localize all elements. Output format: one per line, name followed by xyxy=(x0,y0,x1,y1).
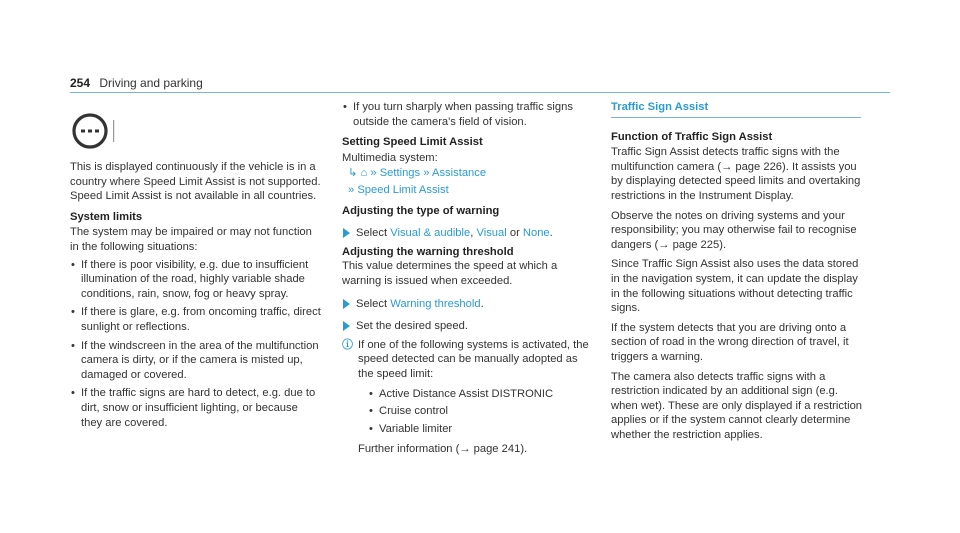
step-arrow-icon xyxy=(343,228,350,238)
list-item: • If you turn sharply when passing traffic signs outside the camera's field of vision. xyxy=(342,100,594,129)
list-item: • If the traffic signs are hard to detect, e.g. due to dirt, snow or insufficient lighting, or because they are covered. xyxy=(70,386,322,430)
menu-settings[interactable]: Settings xyxy=(379,167,421,180)
header-rule xyxy=(70,92,890,93)
setting-heading: Setting Speed Limit Assist xyxy=(342,136,483,149)
home-icon[interactable]: ⌂ xyxy=(360,167,368,180)
arrow-icon: → xyxy=(459,443,471,456)
option-none[interactable]: None xyxy=(522,227,550,240)
section-title: Traffic Sign Assist xyxy=(611,100,861,118)
limits-list xyxy=(70,258,322,431)
column-1 xyxy=(70,160,322,434)
list-item: • Variable limiter xyxy=(368,422,594,437)
step-arrow-icon xyxy=(343,321,350,331)
info-icon: ⓘ xyxy=(342,338,353,351)
option-warning-threshold[interactable]: Warning threshold xyxy=(390,297,481,310)
wrong-way-text: If the system detects that you are driving onto a section of road in the wrong direction of travel, it triggers a warning. xyxy=(611,321,849,363)
limits-list-continued xyxy=(342,100,594,129)
page-link[interactable]: page 241 xyxy=(473,443,521,456)
intro-text: This is displayed continuously if the vehicle is in a country where Speed Limit Assist is not supported. Speed Limit Assist is not available in all countries. xyxy=(70,161,321,203)
warning-type-heading: Adjusting the type of warning xyxy=(342,204,500,217)
further-info: Further information (→ page 241). xyxy=(358,443,528,456)
arrow-icon: → xyxy=(721,160,733,173)
set-speed-step: Set the desired speed. xyxy=(342,319,594,334)
navigation-text: Since Traffic Sign Assist also uses the data stored in the navigation system, it can update the display in the following situations without detecting traffic signs. xyxy=(611,258,859,315)
multimedia-label: Multimedia system: xyxy=(342,151,438,164)
chapter-title: Driving and parking xyxy=(99,76,203,90)
chevron-icon: » xyxy=(348,183,355,196)
system-limits-text: The system may be impaired or may not function in the following situations: xyxy=(70,226,312,253)
list-item: • If there is glare, e.g. from oncoming traffic, direct sunlight or reflections. xyxy=(70,305,322,334)
menu-assistance[interactable]: Assistance xyxy=(431,167,487,180)
page-number: 254 xyxy=(70,76,91,90)
list-item: • Active Distance Assist DISTRONIC xyxy=(368,387,594,402)
list-item: • If there is poor visibility, e.g. due to insufficient illumination of the road, highly variable shade conditions, rain, snow, fog or heavy spray. xyxy=(70,258,322,302)
threshold-heading: Adjusting the warning threshold xyxy=(342,245,514,258)
list-item: • Cruise control xyxy=(368,404,594,419)
column-3 xyxy=(611,100,863,447)
systems-list xyxy=(358,387,594,437)
menu-speed-limit-assist[interactable]: Speed Limit Assist xyxy=(357,183,449,196)
select-warning-type-step: Select Visual & audible, Visual or None. xyxy=(342,226,594,241)
select-threshold-step: Select Warning threshold. xyxy=(342,297,594,312)
chevron-icon: » xyxy=(370,167,377,180)
option-visual-audible[interactable]: Visual & audible xyxy=(390,227,471,240)
page-link[interactable]: page 225 xyxy=(672,238,720,251)
arrow-icon: → xyxy=(658,238,670,251)
list-item: • If the windscreen in the area of the multifunction camera is dirty, or if the camera is misted up, damaged or covered. xyxy=(70,339,322,383)
step-arrow-icon xyxy=(343,299,350,309)
function-heading: Function of Traffic Sign Assist xyxy=(611,130,773,143)
path-arrow-icon: ↳ xyxy=(348,167,358,180)
chevron-icon: » xyxy=(423,167,430,180)
function-text: Traffic Sign Assist detects traffic signs with the multifunction camera (→ page 226). It assists you by displaying detected speed limits and overtaking restrictions in the Instrument Display. xyxy=(611,146,861,202)
column-2 xyxy=(342,100,594,462)
page-header xyxy=(70,76,203,91)
speed-limit-unavailable-icon xyxy=(70,112,118,150)
additional-sign-text: The camera also detects traffic signs with a restriction indicated by an additional sign (e.g. when wet). These are only displayed if a restriction applies or if the system cannot clearly determine whether the restriction applies. xyxy=(611,370,863,441)
option-visual[interactable]: Visual xyxy=(476,227,507,240)
threshold-text: This value determines the speed at which a warning is issued when exceeded. xyxy=(342,260,558,287)
page-link[interactable]: page 226 xyxy=(735,160,783,173)
menu-path xyxy=(342,166,594,197)
observe-text: Observe the notes on driving systems and your responsibility; you may otherwise fail to recognise dangers (→ page 225). xyxy=(611,209,857,251)
info-note: ⓘ If one of the following systems is activated, the speed detected can be manually adopted as the speed limit: • Active Distance Assist DISTRONIC • Cruise control • Variable limiter Further information (→ page 241). xyxy=(342,338,594,457)
system-limits-heading: System limits xyxy=(70,210,143,223)
